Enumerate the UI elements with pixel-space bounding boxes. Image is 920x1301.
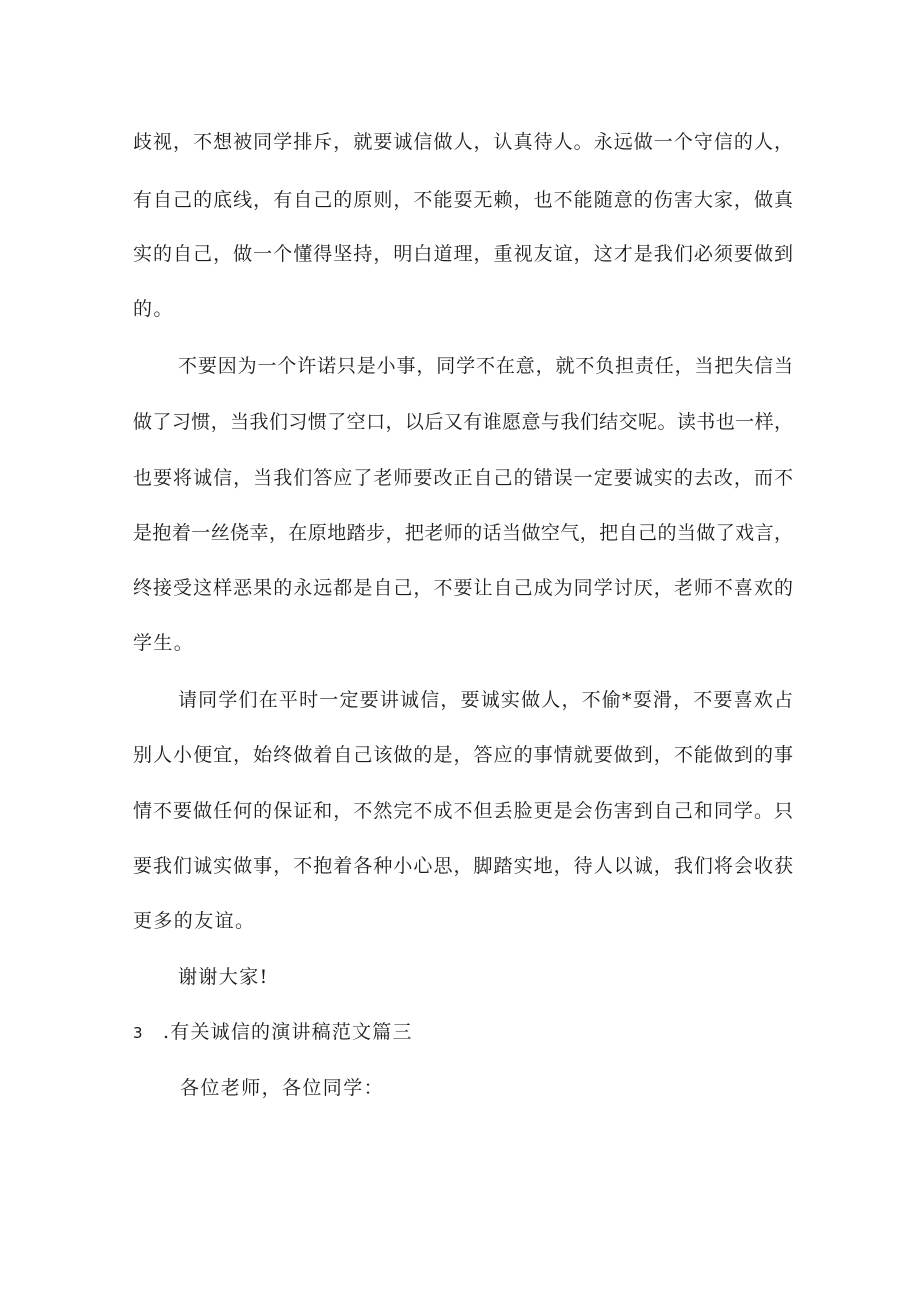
paragraph-1-line-2: 有自己的底线，有自己的原则，不能耍无赖，也不能随意的伤害大家，做真: [133, 189, 793, 211]
section-heading-number: 3: [133, 1024, 144, 1042]
paragraph-3-line-3: 情不要做任何的保证和，不然完不成不但丢脸更是会伤害到自己和同学。只: [133, 800, 793, 822]
paragraph-1-line-1: 歧视，不想被同学排斥，就要诚信做人，认真待人。永远做一个守信的人，: [133, 131, 793, 153]
salutation: 各位老师，各位同学：: [180, 1077, 385, 1099]
paragraph-2-line-5: 终接受这样恶果的永远都是自己，不要让自己成为同学讨厌，老师不喜欢的: [133, 577, 793, 599]
paragraph-3-line-4: 要我们诚实做事，不抱着各种小心思，脚踏实地，待人以诚，我们将会收获: [133, 855, 793, 877]
paragraph-2-line-3: 也要将诚信，当我们答应了老师要改正自己的错误一定要诚实的去改，而不: [133, 467, 793, 489]
section-heading: [133, 1017, 413, 1047]
paragraph-2-line-6: 学生。: [133, 632, 195, 654]
paragraph-2-line-2: 做了习惯，当我们习惯了空口，以后又有谁愿意与我们结交呢。读书也一样，: [133, 411, 793, 433]
closing-text: 谢谢大家!: [178, 966, 269, 988]
paragraph-2-line-4: 是抱着一丝侥幸，在原地踏步，把老师的话当做空气，把自己的当做了戏言，: [133, 522, 793, 544]
paragraph-1-line-3: 实的自己，做一个懂得坚持，明白道理，重视友谊，这才是我们必须要做到: [133, 243, 793, 265]
paragraph-1-line-4: 的。: [133, 298, 174, 320]
paragraph-2-line-1: 不要因为一个许诺只是小事，同学不在意，就不负担责任，当把失信当: [178, 355, 793, 377]
paragraph-3-line-2: 别人小便宜，始终做着自己该做的是，答应的事情就要做到，不能做到的事: [133, 744, 793, 766]
section-heading-text: .有关诚信的演讲稿范文篇三: [163, 1021, 413, 1043]
paragraph-3-line-5: 更多的友谊。: [133, 910, 256, 932]
paragraph-3-line-1: 请同学们在平时一定要讲诚信，要诚实做人，不偷*耍滑，不要喜欢占: [178, 689, 793, 711]
